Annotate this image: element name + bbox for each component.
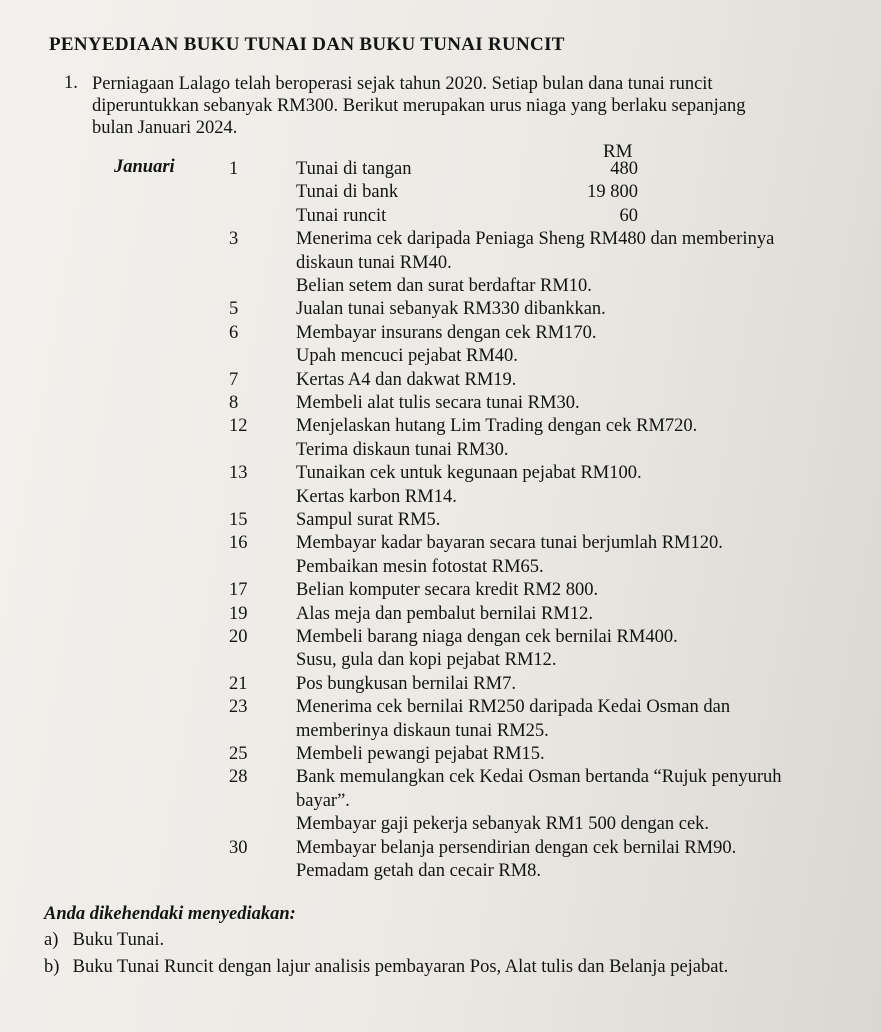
transaction-description: Membeli pewangi pejabat RM15. — [296, 744, 545, 764]
task-label: b) — [44, 957, 60, 977]
transaction-description: Tunai di tangan — [296, 159, 412, 179]
transaction-description: Membeli barang niaga dengan cek bernilai RM400. — [296, 627, 678, 647]
transaction-description: Pos bungkusan bernilai RM7. — [296, 673, 516, 694]
transaction-day: 6 — [229, 322, 239, 343]
transaction-description: Susu, gula dan kopi pejabat RM12. — [296, 650, 557, 671]
transaction-day: 16 — [229, 533, 248, 554]
transaction-description: bayar”. — [296, 790, 350, 811]
transaction-day: 30 — [229, 837, 248, 858]
task-text: Buku Tunai Runcit dengan lajur analisis pembayaran Pos, Alat tulis dan Belanja pejabat. — [72, 957, 729, 977]
transaction-description: Membayar gaji pekerja sebanyak RM1 500 dengan cek. — [296, 814, 710, 835]
transaction-description: Pembaikan mesin fotostat RM65. — [296, 556, 544, 577]
transaction-amount: 19 800 — [587, 182, 638, 203]
transaction-description: Membayar belanja persendirian dengan cek bernilai RM90. — [296, 837, 737, 858]
transaction-day: 1 — [229, 159, 239, 179]
transaction-description: Kertas A4 dan dakwat RM19. — [296, 369, 517, 390]
transaction-description: Terima diskaun tunai RM30. — [296, 439, 509, 460]
intro-line: Perniagaan Lalago telah beroperasi sejak tahun 2020. Setiap bulan dana tunai runcit — [92, 74, 713, 94]
transaction-description: Tunaikan cek untuk kegunaan pejabat RM100. — [296, 463, 642, 484]
transaction-day: 15 — [229, 510, 248, 530]
tasks-heading: Anda dikehendaki menyediakan: — [44, 904, 296, 924]
question-intro — [92, 73, 852, 139]
transaction-description: Membayar insurans dengan cek RM170. — [296, 322, 597, 343]
transaction-day: 5 — [229, 299, 239, 320]
intro-line: diperuntukkan sebanyak RM300. Berikut merupakan urus niaga yang berlaku sepanjang — [92, 96, 746, 116]
transaction-day: 8 — [229, 393, 239, 413]
transaction-day: 3 — [229, 229, 239, 250]
transaction-amount: 60 — [619, 205, 638, 226]
transaction-description: Alas meja dan pembalut bernilai RM12. — [296, 603, 593, 624]
transaction-description: diskaun tunai RM40. — [296, 252, 452, 273]
task-item — [44, 930, 164, 951]
task-text: Buku Tunai. — [72, 930, 165, 950]
transaction-description: Membeli alat tulis secara tunai RM30. — [296, 393, 580, 413]
task-label: a) — [44, 930, 59, 950]
currency-header: RM — [603, 141, 633, 162]
transaction-description: Tunai di bank — [296, 182, 399, 203]
transaction-amount: 480 — [610, 159, 638, 179]
transaction-day: 12 — [229, 416, 248, 437]
transaction-day: 7 — [229, 369, 239, 390]
transaction-day: 25 — [229, 744, 248, 764]
transaction-day: 17 — [229, 580, 248, 601]
month-label: Januari — [114, 157, 175, 177]
transaction-description: memberinya diskaun tunai RM25. — [296, 720, 549, 741]
question-number: 1. — [64, 73, 78, 93]
transaction-description: Tunai runcit — [296, 205, 387, 226]
transaction-description: Bank memulangkan cek Kedai Osman bertanda “Rujuk penyuruh — [296, 767, 782, 788]
transaction-day: 23 — [229, 697, 248, 718]
transaction-description: Menerima cek daripada Peniaga Sheng RM480 dan memberinya — [296, 229, 775, 250]
transaction-description: Jualan tunai sebanyak RM330 dibankkan. — [296, 299, 606, 320]
transaction-description: Pemadam getah dan cecair RM8. — [296, 861, 542, 881]
transaction-day: 20 — [229, 627, 248, 647]
transaction-description: Membayar kadar bayaran secara tunai berjumlah RM120. — [296, 533, 723, 554]
transaction-description: Menerima cek bernilai RM250 daripada Kedai Osman dan — [296, 697, 731, 718]
transaction-day: 13 — [229, 463, 248, 484]
page-title: PENYEDIAAN BUKU TUNAI DAN BUKU TUNAI RUNCIT — [49, 34, 565, 55]
transaction-day: 28 — [229, 767, 248, 788]
transaction-description: Kertas karbon RM14. — [296, 486, 457, 507]
transaction-description: Belian komputer secara kredit RM2 800. — [296, 580, 599, 601]
transaction-description: Sampul surat RM5. — [296, 510, 441, 530]
transaction-description: Belian setem dan surat berdaftar RM10. — [296, 276, 592, 296]
transaction-day: 19 — [229, 603, 248, 624]
transaction-day: 21 — [229, 673, 248, 694]
task-item — [44, 957, 728, 978]
transaction-description: Upah mencuci pejabat RM40. — [296, 346, 518, 367]
intro-line: bulan Januari 2024. — [92, 118, 238, 138]
transaction-description: Menjelaskan hutang Lim Trading dengan cek RM720. — [296, 416, 698, 437]
